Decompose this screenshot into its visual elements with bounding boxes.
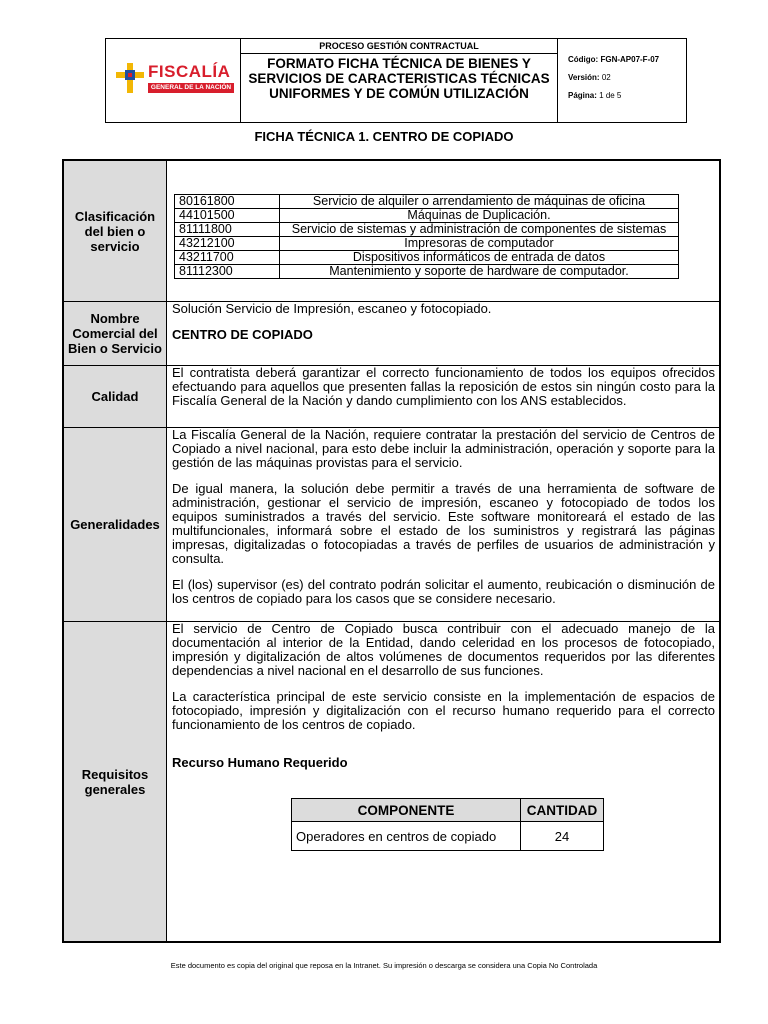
technical-sheet-table bbox=[62, 159, 721, 943]
process-name: PROCESO GESTIÓN CONTRACTUAL bbox=[241, 39, 557, 54]
row-calidad bbox=[64, 366, 719, 428]
label-generalidades: Generalidades bbox=[64, 428, 167, 621]
description-cell: Servicio de sistemas y administración de componentes de sistemas bbox=[280, 223, 679, 237]
table-row bbox=[292, 822, 604, 851]
document-header bbox=[105, 38, 687, 123]
description-cell: Mantenimiento y soporte de hardware de computador. bbox=[280, 265, 679, 279]
nombre-content bbox=[172, 302, 715, 342]
code-cell: 44101500 bbox=[175, 209, 280, 223]
header-meta-cell bbox=[558, 39, 686, 122]
code-cell: 43211700 bbox=[175, 251, 280, 265]
code-cell: 80161800 bbox=[175, 195, 280, 209]
description-cell: Impresoras de computador bbox=[280, 237, 679, 251]
logo-subtitle: GENERAL DE LA NACIÓN bbox=[148, 83, 234, 93]
logo-word: FISCALÍA bbox=[148, 62, 231, 81]
cantidad-cell: 24 bbox=[521, 822, 604, 851]
header-componente: COMPONENTE bbox=[292, 799, 521, 822]
table-row bbox=[175, 265, 679, 279]
code-cell: 43212100 bbox=[175, 237, 280, 251]
table-row bbox=[175, 223, 679, 237]
table-row bbox=[175, 237, 679, 251]
requisitos-p1: El servicio de Centro de Copiado busca contribuir con el adecuado manejo de la documentación al interior de la Entidad, dando celeridad en los procesos de fotocopiado, impresión y digitalización de altos volúmenes de documentos requeridos por las diferentes dependencias a nivel nacional en el desarrollo de sus funciones. bbox=[172, 621, 715, 678]
label-calidad: Calidad bbox=[64, 366, 167, 427]
requisitos-content bbox=[172, 622, 715, 770]
table-row bbox=[175, 251, 679, 265]
label-requisitos: Requisitos generales bbox=[64, 622, 167, 941]
description-cell: Máquinas de Duplicación. bbox=[280, 209, 679, 223]
generalidades-p3: El (los) supervisor (es) del contrato podrán solicitar el aumento, reubicación o disminución de los centros de copiado para los casos que se considere necesario. bbox=[172, 577, 715, 606]
requisitos-p2: La característica principal de este servicio consiste en la implementación de espacios de fotocopiado, impresión y digitalización con el recurso humano requerido para el correcto funcionamiento de los centros de copiado. bbox=[172, 689, 715, 732]
table-row bbox=[175, 195, 679, 209]
form-title: FORMATO FICHA TÉCNICA DE BIENES Y SERVICIOS DE CARACTERISTICAS TÉCNICAS UNIFORMES Y DE COMÚN UTILIZACIÓN bbox=[248, 56, 550, 101]
header-cantidad: CANTIDAD bbox=[521, 799, 604, 822]
version: Versión: 02 bbox=[568, 73, 611, 82]
classification-codes-table bbox=[174, 194, 679, 279]
generalidades-p1: La Fiscalía General de la Nación, requiere contratar la prestación del servicio de Centros de Copiado a nivel nacional, para esto debe incluir la administración, operación y soporte para la gestión de las máquinas provistas para el servicio. bbox=[172, 427, 715, 470]
row-clasificacion bbox=[64, 161, 719, 302]
code-cell: 81112300 bbox=[175, 265, 280, 279]
header-title-cell bbox=[241, 39, 558, 122]
description-cell: Dispositivos informáticos de entrada de datos bbox=[280, 251, 679, 265]
row-nombre bbox=[64, 302, 719, 366]
generalidades-p2: De igual manera, la solución debe permitir a través de una herramienta de software de administración, gestionar el servicio de impresión, escaneo y fotocopiado de todos los equipos suministrados a través del servicio. Este software monitoreará el estado de las multifuncionales, informará sobre el estado de los suministros y registrará las páginas impresas, digitalizadas o fotocopiadas a través de perfiles de usuarios de administración y consulta. bbox=[172, 481, 715, 566]
label-clasificacion: Clasificación del bien o servicio bbox=[64, 161, 167, 301]
footer-note: Este documento es copia del original que reposa en la Intranet. Su impresión o descarga se considera una Copia No Controlada bbox=[170, 961, 598, 970]
codigo: Código: FGN-AP07-F-07 bbox=[568, 55, 660, 64]
nombre-line2: CENTRO DE COPIADO bbox=[172, 327, 313, 342]
label-nombre: Nombre Comercial del Bien o Servicio bbox=[64, 302, 167, 365]
nombre-line1: Solución Servicio de Impresión, escaneo y fotocopiado. bbox=[172, 301, 492, 316]
document-title: FICHA TÉCNICA 1. CENTRO DE COPIADO bbox=[254, 129, 514, 144]
fiscalia-emblem-icon bbox=[116, 63, 144, 93]
table-row bbox=[175, 209, 679, 223]
generalidades-content bbox=[172, 428, 715, 618]
row-generalidades bbox=[64, 428, 719, 622]
logo-cell bbox=[106, 39, 241, 122]
description-cell: Servicio de alquiler o arrendamiento de máquinas de oficina bbox=[280, 195, 679, 209]
calidad-content bbox=[172, 366, 715, 420]
code-cell: 81111800 bbox=[175, 223, 280, 237]
recurso-humano-heading: Recurso Humano Requerido bbox=[172, 755, 348, 770]
row-requisitos bbox=[64, 622, 719, 941]
pagina: Página: 1 de 5 bbox=[568, 91, 622, 100]
calidad-text: El contratista deberá garantizar el correcto funcionamiento de todos los equipos ofrecidos efectuando para aquellos que presenten fallas la reposición de estos sin ningún costo para la Fiscalía General de la Nación y dando cumplimiento con los ANS establecidos. bbox=[172, 365, 715, 408]
component-table bbox=[291, 798, 604, 851]
componente-cell: Operadores en centros de copiado bbox=[292, 822, 521, 851]
